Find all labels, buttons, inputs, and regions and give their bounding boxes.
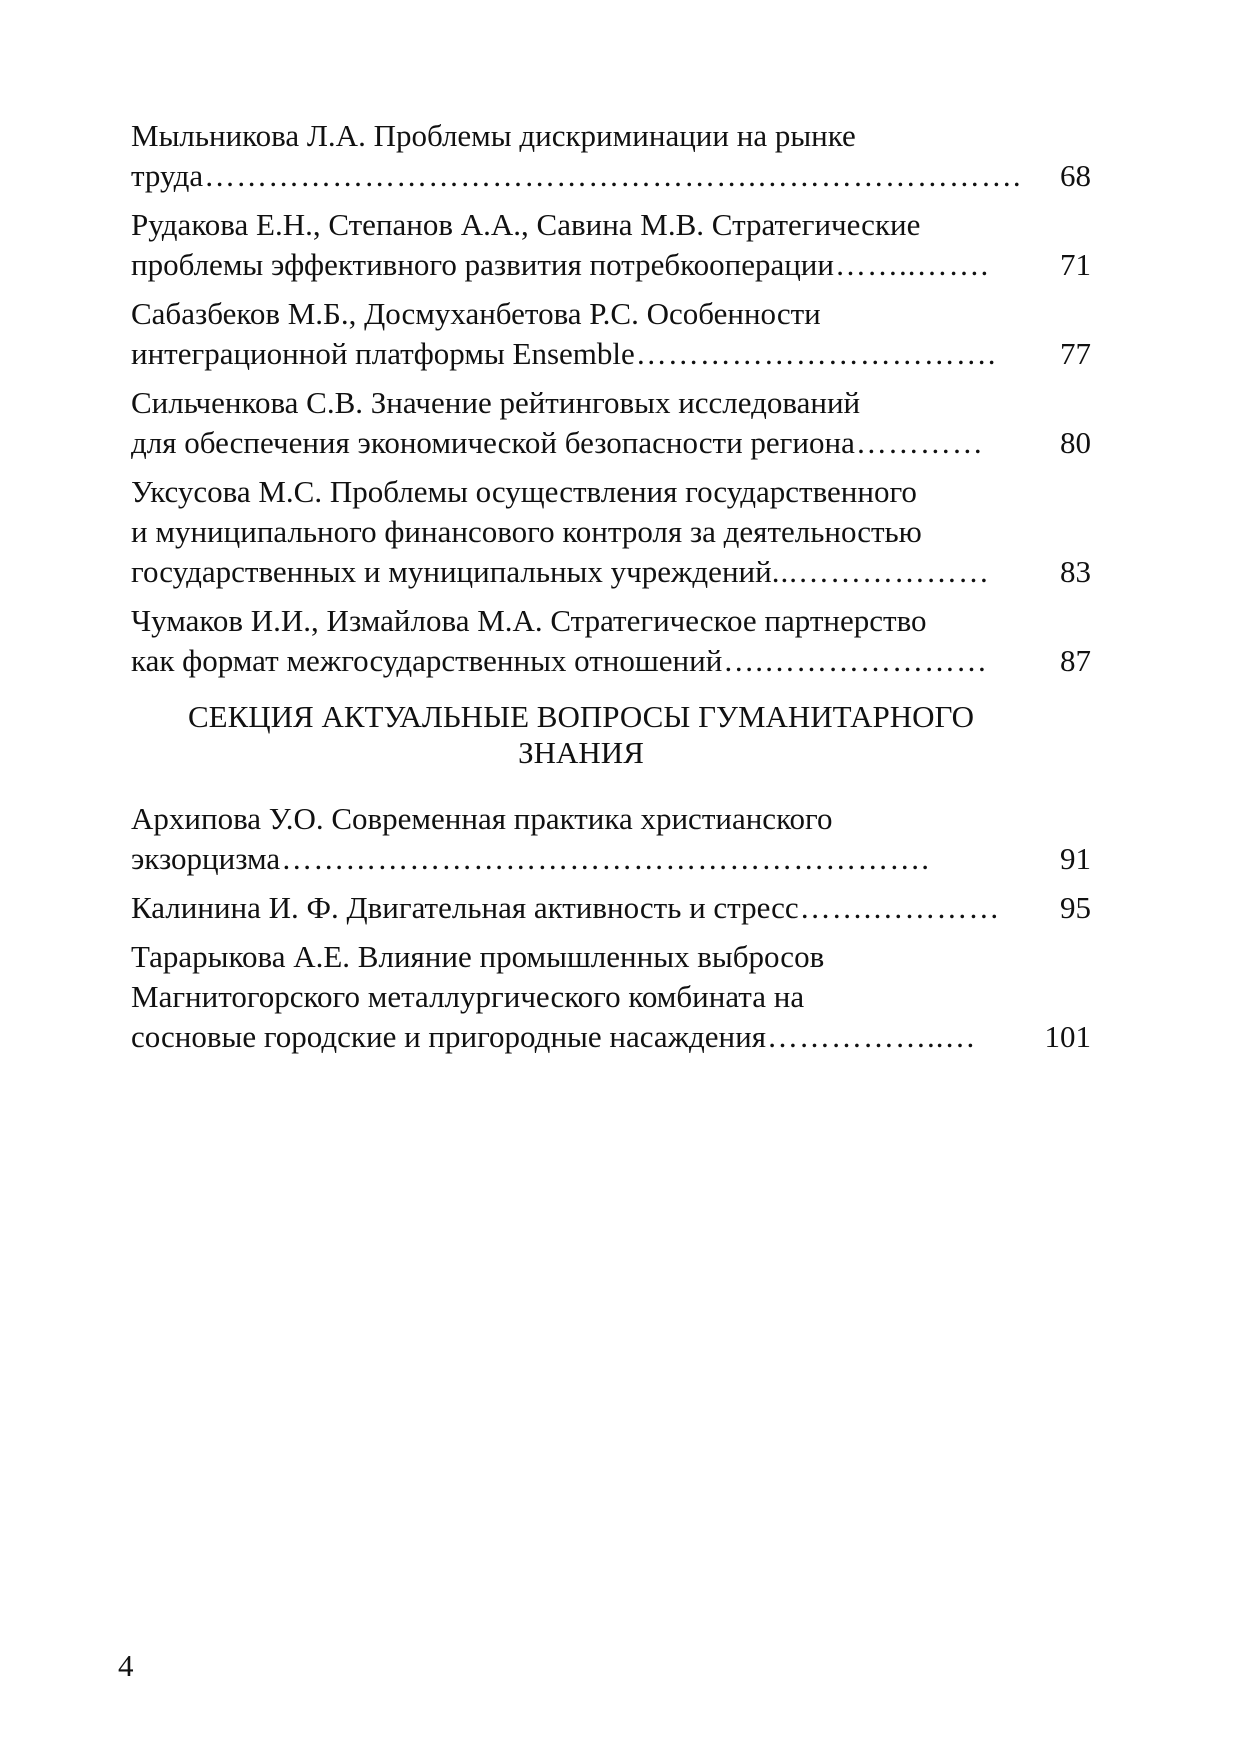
toc-entry-last-line bbox=[131, 156, 1091, 196]
toc-entry-title-end: как формат межгосударственных отношений bbox=[131, 643, 723, 678]
dot-leader: ……………..… bbox=[767, 1019, 977, 1054]
table-of-contents bbox=[131, 116, 1091, 1066]
toc-entry-last-line bbox=[131, 1017, 1091, 1057]
dot-leader: ….………………… bbox=[723, 643, 989, 678]
toc-entry-title-end: труда bbox=[131, 158, 204, 193]
page-number: 4 bbox=[118, 1648, 134, 1683]
toc-page-number: 101 bbox=[1044, 1019, 1091, 1054]
dot-leader: ……..……. bbox=[834, 247, 990, 282]
toc-entry-last-line bbox=[131, 888, 1091, 928]
dot-leader: …………………………………………….……………………. bbox=[204, 158, 1022, 193]
toc-entry-silchenkova[interactable] bbox=[131, 383, 1091, 463]
section-heading-line-1: СЕКЦИЯ АКТУАЛЬНЫЕ ВОПРОСЫ ГУМАНИТАРНОГО bbox=[187, 699, 975, 734]
toc-entry-title-end: государственных и муниципальных учреждений. bbox=[131, 554, 780, 589]
toc-entry-title-end: проблемы эффективного развития потребкооперации bbox=[131, 247, 834, 282]
toc-page-number: 68 bbox=[1060, 158, 1091, 193]
toc-entry-tararykova[interactable] bbox=[131, 937, 1091, 1057]
toc-page-number: 77 bbox=[1060, 336, 1091, 371]
toc-entry-title-line: и муниципального финансового контроля за деятельностью bbox=[131, 514, 922, 549]
toc-page-number: 83 bbox=[1060, 554, 1091, 589]
toc-entry-chumakov[interactable] bbox=[131, 601, 1091, 681]
toc-page-number: 87 bbox=[1060, 643, 1091, 678]
toc-page-number: 95 bbox=[1060, 890, 1091, 925]
toc-page-number: 71 bbox=[1060, 247, 1091, 282]
dot-leader: …….………… bbox=[799, 890, 1001, 925]
toc-entry-last-line bbox=[131, 552, 1091, 592]
dot-leader: ……………………………………………………. bbox=[281, 841, 930, 876]
toc-entry-rudakova[interactable] bbox=[131, 205, 1091, 285]
dot-leader: ………… bbox=[855, 425, 984, 460]
section-heading bbox=[131, 699, 1091, 771]
toc-entry-title-line: Тарарыкова А.Е. Влияние промышленных выбросов bbox=[131, 939, 825, 974]
toc-entry-title-end: Калинина И. Ф. Двигательная активность и стресс bbox=[131, 890, 799, 925]
toc-entry-title-end: для обеспечения экономической безопасности региона bbox=[131, 425, 855, 460]
toc-page-number: 80 bbox=[1060, 425, 1091, 460]
section-heading-line-2: ЗНАНИЯ bbox=[518, 735, 644, 770]
toc-entry-title-line: Рудакова Е.Н., Степанов А.А., Савина М.В. Стратегические bbox=[131, 207, 921, 242]
toc-entry-last-line bbox=[131, 839, 1091, 879]
toc-entry-last-line bbox=[131, 423, 1091, 463]
toc-entry-mylnikova[interactable] bbox=[131, 116, 1091, 196]
toc-entry-last-line bbox=[131, 641, 1091, 681]
toc-entry-title-line: Сабазбеков М.Б., Досмуханбетова Р.С. Особенности bbox=[131, 296, 821, 331]
toc-entry-title-line: Уксусова М.С. Проблемы осуществления государственного bbox=[131, 474, 917, 509]
toc-entry-title-end: сосновые городские и пригородные насаждения bbox=[131, 1019, 767, 1054]
toc-entry-last-line bbox=[131, 245, 1091, 285]
toc-entry-kalinina[interactable] bbox=[131, 888, 1091, 928]
toc-entry-last-line bbox=[131, 334, 1091, 374]
toc-entry-title-line: Магнитогорского металлургического комбината на bbox=[131, 979, 805, 1014]
dot-leader: ..……………… bbox=[780, 554, 990, 589]
toc-entry-uksusova[interactable] bbox=[131, 472, 1091, 592]
toc-entry-title-end: экзорцизма bbox=[131, 841, 281, 876]
toc-page-number: 91 bbox=[1060, 841, 1091, 876]
toc-entry-title-line: Мыльникова Л.А. Проблемы дискриминации на рынке bbox=[131, 118, 856, 153]
toc-entry-arkhipova[interactable] bbox=[131, 799, 1091, 879]
dot-leader: ……………………………. bbox=[635, 336, 997, 371]
toc-entry-sabazbekov[interactable] bbox=[131, 294, 1091, 374]
toc-entry-title-line: Сильченкова С.В. Значение рейтинговых исследований bbox=[131, 385, 861, 420]
toc-entry-title-end: интеграционной платформы Ensemble bbox=[131, 336, 635, 371]
toc-entry-title-line: Чумаков И.И., Измайлова М.А. Стратегическое партнерство bbox=[131, 603, 927, 638]
toc-entry-title-line: Архипова У.О. Современная практика христианского bbox=[131, 801, 833, 836]
